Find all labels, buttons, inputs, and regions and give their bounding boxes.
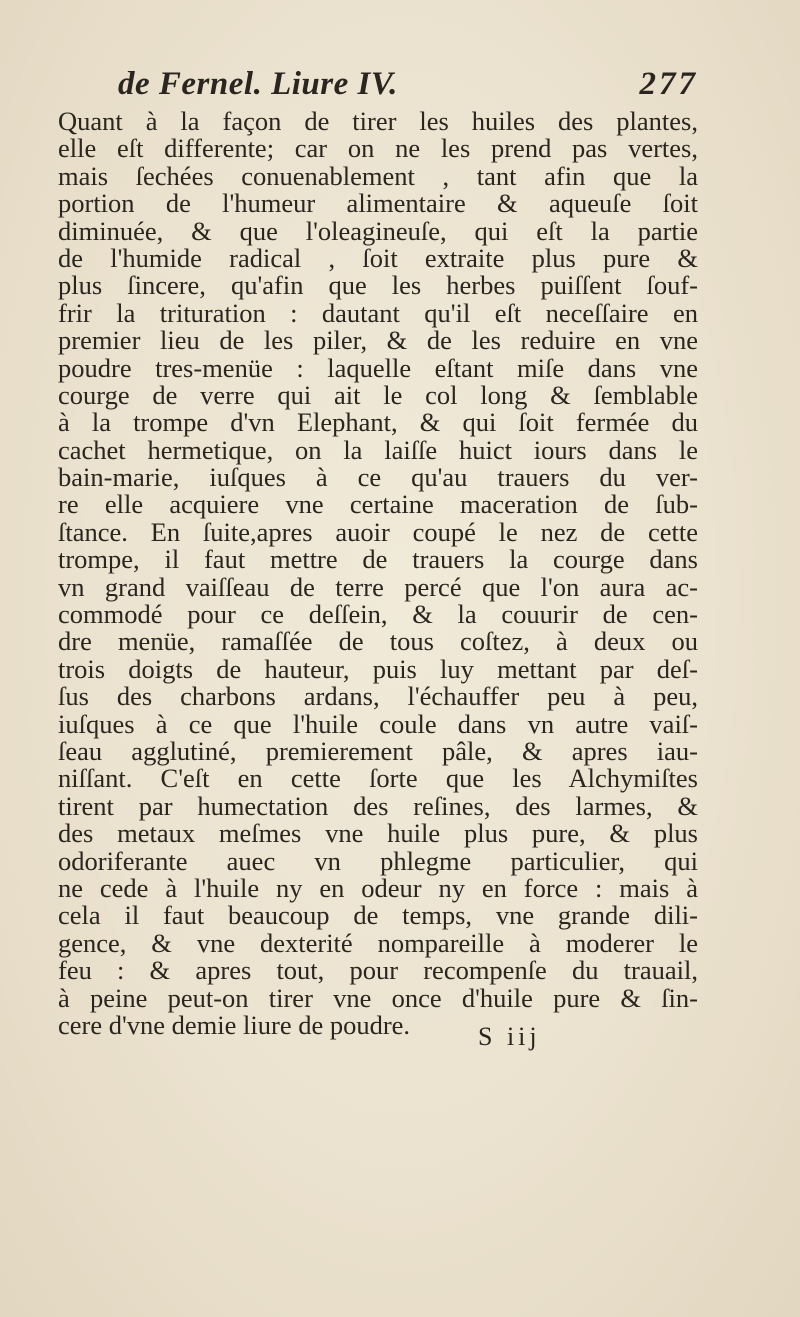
text-line: plus ſincere, qu'afin que les herbes puiſſent ſouf- [58,270,698,301]
text-line: premier lieu de les piler, & de les reduire en vne [58,325,698,356]
text-line: trompe, il faut mettre de trauers la courge dans [58,544,698,575]
text-line: iuſques à ce que l'huile coule dans vn autre vaiſ- [58,708,698,739]
text-line: courge de verre qui ait le col long & ſemblable [58,379,698,410]
text-line: elle eſt differente; car on ne les prend pas vertes, [58,133,698,164]
text-line: diminuée, & que l'oleagineuſe, qui eſt la partie [58,215,698,246]
text-line: cachet hermetique, on la laiſſe huict iours dans le [58,434,698,465]
text-line: Quant à la façon de tirer les huiles des plantes, [58,106,698,136]
text-line: trois doigts de hauteur, puis luy mettant par deſ- [58,653,698,684]
text-line: tirent par humectation des reſines, des larmes, & [58,790,698,821]
text-line: niſſant. C'eſt en cette ſorte que les Alchymiſtes [58,763,698,794]
text-line: de l'humide radical , ſoit extraite plus pure & [58,242,698,273]
text-line: portion de l'humeur alimentaire & aqueuſe ſoit [58,188,698,219]
text-line: vn grand vaiſſeau de terre percé que l'on aura ac- [58,571,698,602]
signature-mark: S iij [478,1022,541,1051]
body-text [58,108,698,1039]
text-line: cela il faut beaucoup de temps, vne grande dili- [58,900,698,931]
text-line: ſus des charbons ardans, l'échauffer peu à peu, [58,681,698,712]
text-line: dre menüe, ramaſſée de tous coſtez, à deux ou [58,626,698,657]
page-number: 277 [639,66,698,102]
text-line: des metaux meſmes vne huile plus pure, & plus [58,818,698,849]
text-line: odoriferante auec vn phlegme particulier, qui [58,845,698,876]
text-line: à peine peut-on tirer vne once d'huile pure & ſin- [58,982,698,1013]
text-line: mais ſechées conuenablement , tant afin que la [58,160,698,191]
text-line: bain-marie, iuſques à ce qu'au trauers du ver- [58,462,698,493]
text-line: ſeau agglutiné, premierement pâle, & apres iau- [58,735,698,766]
text-line: re elle acquiere vne certaine maceration de ſub- [58,489,698,520]
text-line: ſtance. En ſuite,apres auoir coupé le nez de cette [58,516,698,547]
page-header [118,66,698,110]
text-line: frir la trituration : dautant qu'il eſt neceſſaire en [58,297,698,328]
text-line: cere d'vne demie liure de poudre. [58,1009,411,1040]
running-title: de Fernel. Liure IV. [118,66,398,102]
text-line: ne cede à l'huile ny en odeur ny en force : mais à [58,872,698,903]
text-line: commodé pour ce deſſein, & la couurir de cen- [58,599,698,630]
text-line: gence, & vne dexterité nompareille à moderer le [58,927,698,958]
text-line: feu : & apres tout, pour recompenſe du trauail, [58,955,698,986]
text-line: à la trompe d'vn Elephant, & qui ſoit fermée du [58,407,698,438]
text-line: poudre tres-menüe : laquelle eſtant miſe dans vne [58,352,698,383]
